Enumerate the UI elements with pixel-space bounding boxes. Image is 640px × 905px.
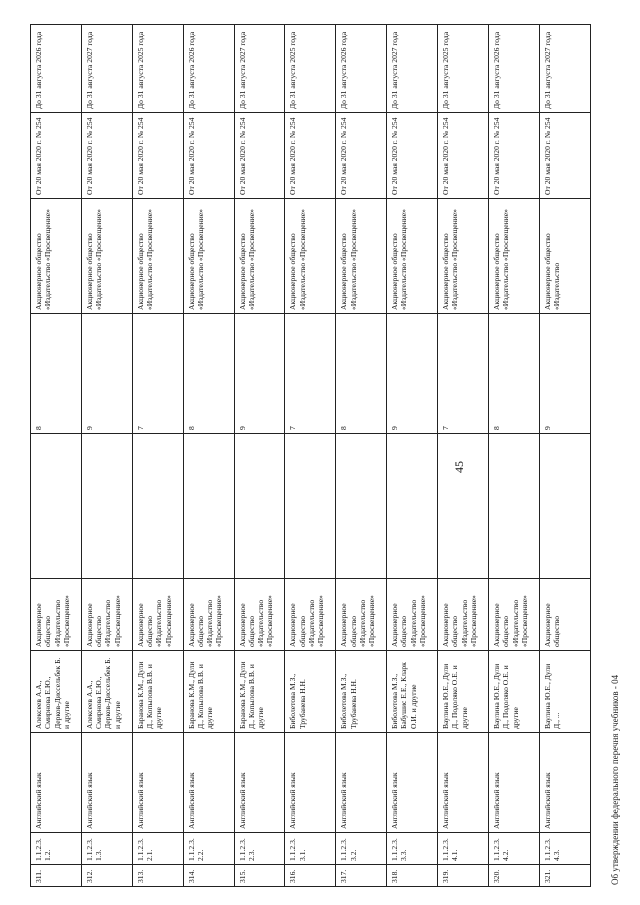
row-number-cell: 319.	[438, 865, 489, 887]
row-code-cell: 1.1.2.3.2.2.	[183, 833, 234, 865]
publisher-cell: Акционерное общество	[539, 579, 590, 651]
publisher-cell: Акционерное общество «Издательство «Просвещение»	[438, 579, 489, 651]
subject-cell: Английский язык	[81, 733, 132, 833]
grade-cell: 8	[489, 314, 540, 434]
organization-cell: Акционерное общество «Издательство «Просвещение»	[183, 199, 234, 314]
row-code-cell: 1.1.2.3.1.2.	[31, 833, 82, 865]
organization-cell: Акционерное общество «Издательство «Просвещение»	[234, 199, 285, 314]
order-cell: От 20 мая 2020 г. № 254	[234, 113, 285, 199]
empty-cell	[183, 434, 234, 579]
table-row	[438, 25, 489, 887]
row-number-cell: 317.	[336, 865, 387, 887]
order-cell: От 20 мая 2020 г. № 254	[438, 113, 489, 199]
expiry-date-cell: До 31 августа 2025 года	[285, 25, 336, 113]
page-number: 45	[452, 461, 466, 473]
expiry-date-cell: До 31 августа 2025 года	[438, 25, 489, 113]
organization-cell: Акционерное общество «Издательство	[539, 199, 590, 314]
authors-cell: Баранова К.М., Дули Д., Копылова В.В. и другие	[234, 651, 285, 733]
authors-cell: Биболетова М.З., Бабушис Е.Е., Кларк О.И. и другие	[387, 651, 438, 733]
table-row	[336, 25, 387, 887]
order-cell: От 20 мая 2020 г. № 254	[31, 113, 82, 199]
grade-cell: 8	[336, 314, 387, 434]
grade-cell: 7	[132, 314, 183, 434]
row-code-cell: 1.1.2.3.3.3.	[387, 833, 438, 865]
publisher-cell: Акционерное общество «Издательство «Просвещение»	[132, 579, 183, 651]
organization-cell: Акционерное общество «Издательство «Просвещение»	[387, 199, 438, 314]
row-code-cell: 1.1.2.3.1.3.	[81, 833, 132, 865]
empty-cell	[336, 434, 387, 579]
grade-cell: 8	[183, 314, 234, 434]
organization-cell: Акционерное общество «Издательство «Просвещение»	[285, 199, 336, 314]
expiry-date-cell: До 31 августа 2026 года	[489, 25, 540, 113]
row-number-cell: 314.	[183, 865, 234, 887]
empty-cell	[539, 434, 590, 579]
order-cell: От 20 мая 2020 г. № 254	[489, 113, 540, 199]
order-cell: От 20 мая 2020 г. № 254	[539, 113, 590, 199]
empty-cell	[489, 434, 540, 579]
table-row	[285, 25, 336, 887]
expiry-date-cell: До 31 августа 2026 года	[31, 25, 82, 113]
order-cell: От 20 мая 2020 г. № 254	[336, 113, 387, 199]
grade-cell: 9	[234, 314, 285, 434]
table-row	[81, 25, 132, 887]
table-row	[31, 25, 82, 887]
row-code-cell: 1.1.2.3.3.2.	[336, 833, 387, 865]
table-row	[539, 25, 590, 887]
row-code-cell: 1.1.2.3.4.1.	[438, 833, 489, 865]
grade-cell: 8	[31, 314, 82, 434]
expiry-date-cell: До 31 августа 2026 года	[336, 25, 387, 113]
row-code-cell: 1.1.2.3.4.3.	[539, 833, 590, 865]
expiry-date-cell: До 31 августа 2026 года	[183, 25, 234, 113]
textbook-table	[30, 24, 591, 887]
order-cell: От 20 мая 2020 г. № 254	[387, 113, 438, 199]
row-number-cell: 320.	[489, 865, 540, 887]
empty-cell	[285, 434, 336, 579]
subject-cell: Английский язык	[183, 733, 234, 833]
authors-cell: Ваулина Ю.Е., Дули Д., ...	[539, 651, 590, 733]
authors-cell: Ваулина Ю.Е., Дули Д., Подоляко О.Е. и другие	[489, 651, 540, 733]
organization-cell: Акционерное общество «Издательство «Просвещение»	[336, 199, 387, 314]
expiry-date-cell: До 31 августа 2027 года	[81, 25, 132, 113]
grade-cell: 9	[539, 314, 590, 434]
grade-cell: 9	[81, 314, 132, 434]
publisher-cell: Акционерное общество «Издательство «Просвещение»	[489, 579, 540, 651]
organization-cell: Акционерное общество «Издательство «Просвещение»	[489, 199, 540, 314]
subject-cell: Английский язык	[489, 733, 540, 833]
table-row	[234, 25, 285, 887]
empty-cell	[234, 434, 285, 579]
row-number-cell: 318.	[387, 865, 438, 887]
grade-cell: 7	[285, 314, 336, 434]
order-cell: От 20 мая 2020 г. № 254	[285, 113, 336, 199]
table-row	[132, 25, 183, 887]
expiry-date-cell: До 31 августа 2027 года	[539, 25, 590, 113]
authors-cell: Алексеев А.А., Смирнова Е.Ю., Дерков-Диссельбек Б. и другие	[81, 651, 132, 733]
publisher-cell: Акционерное общество «Издательство «Просвещение»	[183, 579, 234, 651]
empty-cell	[132, 434, 183, 579]
authors-cell: Биболетова М.З., Трубанева Н.Н.	[336, 651, 387, 733]
subject-cell: Английский язык	[336, 733, 387, 833]
row-code-cell: 1.1.2.3.2.3.	[234, 833, 285, 865]
row-number-cell: 321.	[539, 865, 590, 887]
publisher-cell: Акционерное общество «Издательство «Просвещение»	[336, 579, 387, 651]
publisher-cell: Акционерное общество «Издательство «Просвещение»	[285, 579, 336, 651]
publisher-cell: Акционерное общество «Издательство «Просвещение»	[81, 579, 132, 651]
subject-cell: Английский язык	[285, 733, 336, 833]
table-row	[183, 25, 234, 887]
authors-cell: Алексеев А.А., Смирнова Е.Ю., Дерков-Диссельбек Б. и другие	[31, 651, 82, 733]
authors-cell: Ваулина Ю.Е., Дули Д., Подоляко О.Е. и другие	[438, 651, 489, 733]
publisher-cell: Акционерное общество «Издательство «Просвещение»	[234, 579, 285, 651]
table-row	[489, 25, 540, 887]
authors-cell: Биболетова М.З., Трубанева Н.Н.	[285, 651, 336, 733]
row-number-cell: 312.	[81, 865, 132, 887]
subject-cell: Английский язык	[132, 733, 183, 833]
subject-cell: Английский язык	[31, 733, 82, 833]
order-cell: От 20 мая 2020 г. № 254	[81, 113, 132, 199]
footer-note: Об утверждении федерального перечня учебников - 04	[610, 674, 620, 885]
publisher-cell: Акционерное общество «Издательство «Просвещение»	[387, 579, 438, 651]
empty-cell	[31, 434, 82, 579]
order-cell: От 20 мая 2020 г. № 254	[132, 113, 183, 199]
row-code-cell: 1.1.2.3.2.1.	[132, 833, 183, 865]
table-row	[387, 25, 438, 887]
empty-cell	[438, 434, 489, 579]
grade-cell: 7	[438, 314, 489, 434]
grade-cell: 9	[387, 314, 438, 434]
organization-cell: Акционерное общество «Издательство «Просвещение»	[132, 199, 183, 314]
empty-cell	[387, 434, 438, 579]
organization-cell: Акционерное общество «Издательство «Просвещение»	[438, 199, 489, 314]
publisher-cell: Акционерное общество «Издательство «Просвещение»	[31, 579, 82, 651]
row-number-cell: 316.	[285, 865, 336, 887]
row-number-cell: 311.	[31, 865, 82, 887]
order-cell: От 20 мая 2020 г. № 254	[183, 113, 234, 199]
row-number-cell: 313.	[132, 865, 183, 887]
expiry-date-cell: До 31 августа 2027 года	[387, 25, 438, 113]
authors-cell: Баранова К.М., Дули Д., Копылова В.В. и другие	[132, 651, 183, 733]
row-number-cell: 315.	[234, 865, 285, 887]
row-code-cell: 1.1.2.3.4.2.	[489, 833, 540, 865]
organization-cell: Акционерное общество «Издательство «Просвещение»	[31, 199, 82, 314]
expiry-date-cell: До 31 августа 2027 года	[234, 25, 285, 113]
subject-cell: Английский язык	[438, 733, 489, 833]
organization-cell: Акционерное общество «Издательство «Просвещение»	[81, 199, 132, 314]
row-code-cell: 1.1.2.3.3.1.	[285, 833, 336, 865]
authors-cell: Баранова К.М., Дули Д., Копылова В.В. и другие	[183, 651, 234, 733]
subject-cell: Английский язык	[539, 733, 590, 833]
subject-cell: Английский язык	[387, 733, 438, 833]
empty-cell	[81, 434, 132, 579]
expiry-date-cell: До 31 августа 2025 года	[132, 25, 183, 113]
subject-cell: Английский язык	[234, 733, 285, 833]
